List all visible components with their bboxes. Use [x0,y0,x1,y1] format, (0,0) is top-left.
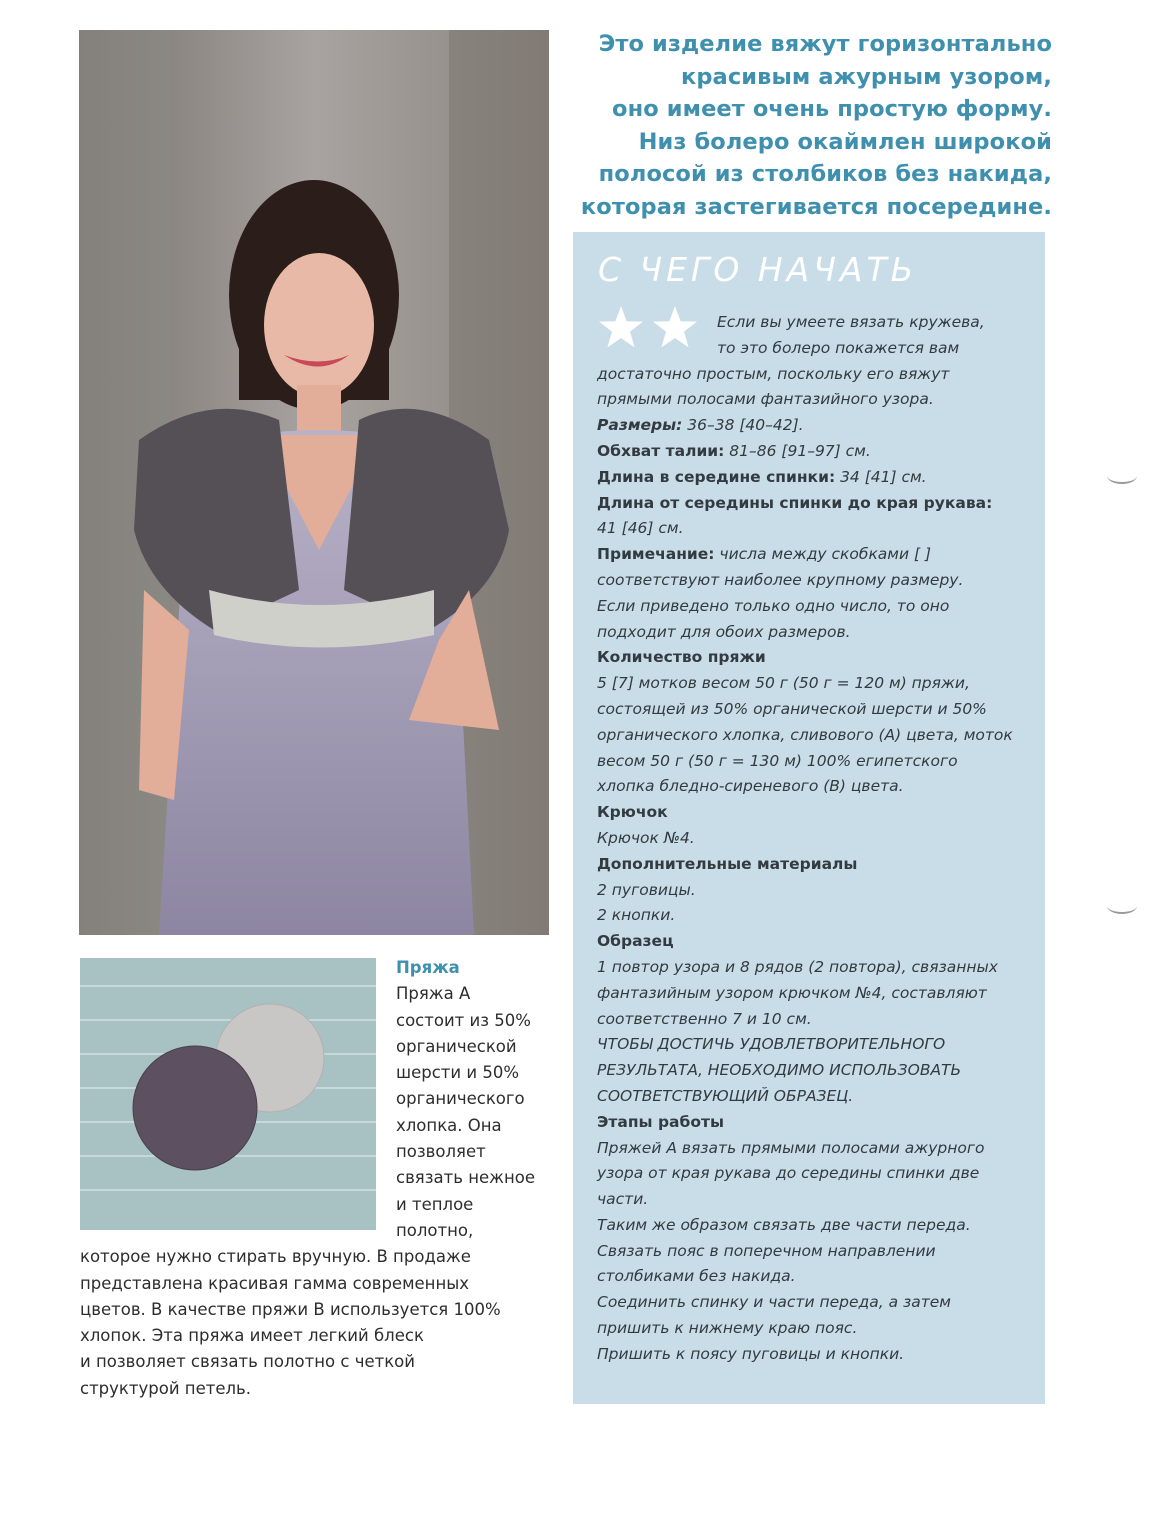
yarn-amount-text: 5 [7] мотков весом 50 г (50 г = 120 м) пряжи, [597,674,970,693]
gauge-warning: ЧТОБЫ ДОСТИЧЬ УДОВЛЕТВОРИТЕЛЬНОГО [597,1035,946,1054]
back-length-label: Длина в середине спинки: [597,467,836,486]
waist-value: 81–86 [91–97] см. [724,441,871,460]
panel-body [597,310,1037,1368]
materials-item: 2 пуговицы. [597,880,696,899]
binder-hole-mark [1107,468,1137,484]
yarn-text-line: хлопок. Эта пряжа имеет легкий блеск [80,1326,424,1346]
step-text: Таким же образом связать две части переда. [597,1215,971,1234]
yarn-heading: Пряжа [396,958,460,977]
intro-line: полосой из столбиков без накида, [598,161,1052,187]
step-text: узора от края рукава до середины спинки две [597,1164,980,1183]
yarn-text-line: позволяет [396,1142,486,1162]
waist-row [597,439,1037,465]
yarn-text-line: структурой петель. [80,1378,252,1398]
gauge-warning: СООТВЕТСТВУЮЩИЙ ОБРАЗЕЦ. [597,1086,854,1105]
sleeve-length-label: Длина от середины спинки до края рукава: [597,493,993,512]
sizes-row [597,413,1037,439]
yarn-text-line: органического [396,1089,525,1109]
back-length-row [597,465,1037,491]
note-text: соответствуют наиболее крупному размеру. [597,570,964,589]
yarn-text-line: и теплое [396,1194,474,1214]
yarn-amount-text: весом 50 г (50 г = 130 м) 100% египетского [597,751,958,770]
back-length-value: 34 [41] см. [835,467,927,486]
intro-line: Низ болеро окаймлен широкой [638,128,1052,155]
intro-text: прямыми полосами фантазийного узора. [597,390,934,409]
gauge-warning: РЕЗУЛЬТАТА, НЕОБХОДИМО ИСПОЛЬЗОВАТЬ [597,1061,962,1080]
intro-text: достаточно простым, поскольку его вяжут [597,364,950,383]
materials-heading: Дополнительные материалы [597,854,858,873]
note-row [597,542,1037,568]
sizes-label: Размеры: [597,416,683,435]
intro-line: оно имеет очень простую форму. [612,96,1052,122]
sizes-value: 36–38 [40–42]. [682,416,804,435]
yarn-text-line: состоит из 50% [396,1010,531,1030]
hook-heading: Крючок [597,803,668,822]
step-text: части. [597,1190,649,1209]
steps-heading: Этапы работы [597,1112,724,1131]
gauge-text: 1 повтор узора и 8 рядов (2 повтора), связанных [597,957,998,976]
gauge-heading: Образец [597,932,674,951]
waist-label: Обхват талии: [597,441,725,460]
yarn-text-line: представлена красивая гамма современных [80,1273,470,1293]
intro-text: то это болеро покажется вам [717,338,960,357]
gauge-text: соответственно 7 и 10 см. [597,1009,812,1028]
note-text: числа между скобками [ ] [714,545,932,564]
yarn-text-line: связать нежное [396,1168,536,1188]
yarn-text-line: цветов. В качестве пряжи В используется 100% [80,1299,501,1319]
yarn-text-line: которое нужно стирать вручную. В продаже [80,1247,471,1267]
intro-text: Если вы умеете вязать кружева, [717,313,985,331]
intro-line: красивым ажурным узором, [680,63,1052,90]
intro-heading [572,28,1052,223]
yarn-text-line: органической [396,1036,517,1056]
info-panel [573,232,1045,1404]
gauge-text: фантазийным узором крючком №4, составляют [597,983,987,1002]
yarn-amount-text: хлопка бледно-сиреневого (В) цвета. [597,777,904,796]
yarn-text-line: и позволяет связать полотно с четкой [80,1352,415,1372]
materials-item: 2 кнопки. [597,906,676,925]
yarn-description [80,955,550,1402]
yarn-text-line: полотно, [396,1220,474,1240]
step-text: Связать пояс в поперечном направлении [597,1241,936,1260]
sleeve-length-value: 41 [46] см. [597,519,684,538]
main-photo [79,30,549,935]
yarn-text-line: хлопка. Она [396,1115,502,1135]
step-text: столбиками без накида. [597,1267,796,1286]
note-text: подходит для обоих размеров. [597,622,851,641]
yarn-amount-heading: Количество пряжи [597,648,766,667]
step-text: Пришить к поясу пуговицы и кнопки. [597,1344,905,1363]
yarn-text-line: Пряжа А [396,984,471,1004]
step-text: пришить к нижнему краю пояс. [597,1319,858,1338]
step-text: Соединить спинку и части переда, а затем [597,1293,952,1312]
yarn-amount-text: состоящей из 50% органической шерсти и 50% [597,699,987,718]
yarn-text-line: шерсти и 50% [396,1063,520,1083]
hook-value: Крючок №4. [597,828,695,847]
panel-title: С ЧЕГО НАЧАТЬ [598,250,918,289]
note-text: Если приведено только одно число, то оно [597,596,950,615]
yarn-amount-text: органического хлопка, сливового (А) цвета, моток [597,725,1013,744]
note-label: Примечание: [597,545,715,564]
binder-hole-mark [1107,898,1137,914]
intro-line: которая застегивается посередине. [580,193,1052,220]
intro-line: Это изделие вяжут горизонтально [598,31,1052,57]
step-text: Пряжей А вязать прямыми полосами ажурного [597,1138,985,1157]
